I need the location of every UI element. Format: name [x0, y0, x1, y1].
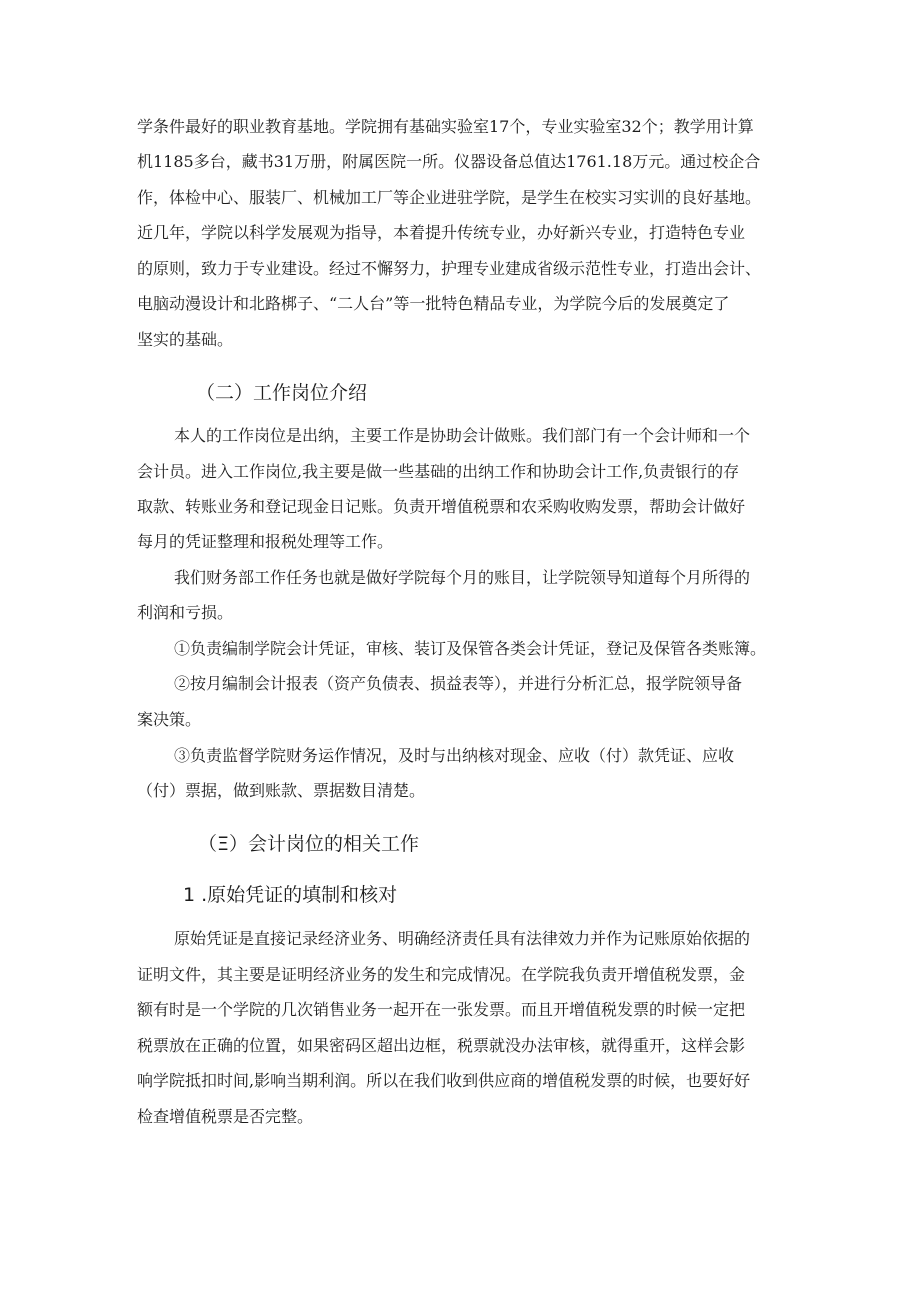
section-2-para-1-line-3: 取款、转账业务和登记现金日记账。负责开增值税票和农采购收购发票，帮助会计做好 [137, 497, 746, 516]
duty-item-2-line-2: 案决策。 [137, 710, 202, 729]
duty-item-3-line-2: （付）票据，做到账款、票据数目清楚。 [137, 781, 426, 800]
intro-line-5: 的原则，致力于专业建设。经过不懈努力，护理专业建成省级示范性专业，打造出会计、 [137, 259, 762, 278]
section-2-para-1-line-4: 每月的凭证整理和报税处理等工作。 [137, 532, 394, 551]
section-2-para-2-line-2: 利润和亏损。 [137, 603, 234, 622]
subsection-1-title: 1 .原始凭证的填制和核对 [183, 884, 398, 906]
duty-item-3-line-1: ③负责监督学院财务运作情况，及时与出纳核对现金、应收（付）款凭证、应收 [174, 746, 735, 765]
intro-line-6: 电脑动漫设计和北路梆子、“二人台”等一批特色精品专业，为学院今后的发展奠定了 [137, 294, 730, 313]
section-2-title: （二）工作岗位介绍 [196, 382, 368, 404]
subsection-1-para-line-6: 检查增值税票是否完整。 [137, 1107, 314, 1126]
intro-line-7: 坚实的基础。 [137, 330, 234, 349]
duty-item-1: ①负责编制学院会计凭证，审核、装订及保管各类会计凭证，登记及保管各类账簿。 [174, 639, 767, 658]
subsection-1-para-line-4: 税票放在正确的位置，如果密码区超出边框，税票就没办法审核，就得重开，这样会影 [137, 1036, 746, 1055]
subsection-1-para-line-3: 额有时是一个学院的几次销售业务一起开在一张发票。而且开增值税发票的时候一定把 [137, 1000, 746, 1019]
section-3-title: （Ξ）会计岗位的相关工作 [198, 833, 420, 855]
subsection-1-para-line-5: 响学院抵扣时间,影响当期利润。所以在我们收到供应商的增值税发票的时候，也要好好 [137, 1071, 751, 1090]
subsection-1-para-line-1: 原始凭证是直接记录经济业务、明确经济责任具有法律效力并作为记账原始依据的 [174, 929, 751, 948]
subsection-1-para-line-2: 证明文件，其主要是证明经济业务的发生和完成情况。在学院我负责开增值税发票，金 [137, 965, 746, 984]
duty-item-2-line-1: ②按月编制会计报表（资产负债表、损益表等），并进行分析汇总，报学院领导备 [174, 674, 743, 693]
section-2-para-2-line-1: 我们财务部工作任务也就是做好学院每个月的账目，让学院领导知道每个月所得的 [174, 568, 751, 587]
intro-line-3: 作，体检中心、服装厂、机械加工厂等企业进驻学院，是学生在校实习实训的良好基地。 [137, 188, 762, 207]
intro-line-1: 学条件最好的职业教育基地。学院拥有基础实验室17个，专业实验室32个；教学用计算 [137, 117, 754, 136]
intro-line-4: 近几年，学院以科学发展观为指导，本着提升传统专业，办好新兴专业，打造特色专业 [137, 223, 746, 242]
intro-line-2: 机1185多台，藏书31万册，附属医院一所。仪器设备总值达1761.18万元。通过校企合 [137, 152, 761, 171]
section-2-para-1-line-1: 本人的工作岗位是出纳，主要工作是协助会计做账。我们部门有一个会计师和一个 [174, 426, 751, 445]
section-2-para-1-line-2: 会计员。进入工作岗位,我主要是做一些基础的出纳工作和协助会计工作,负责银行的存 [137, 462, 740, 481]
